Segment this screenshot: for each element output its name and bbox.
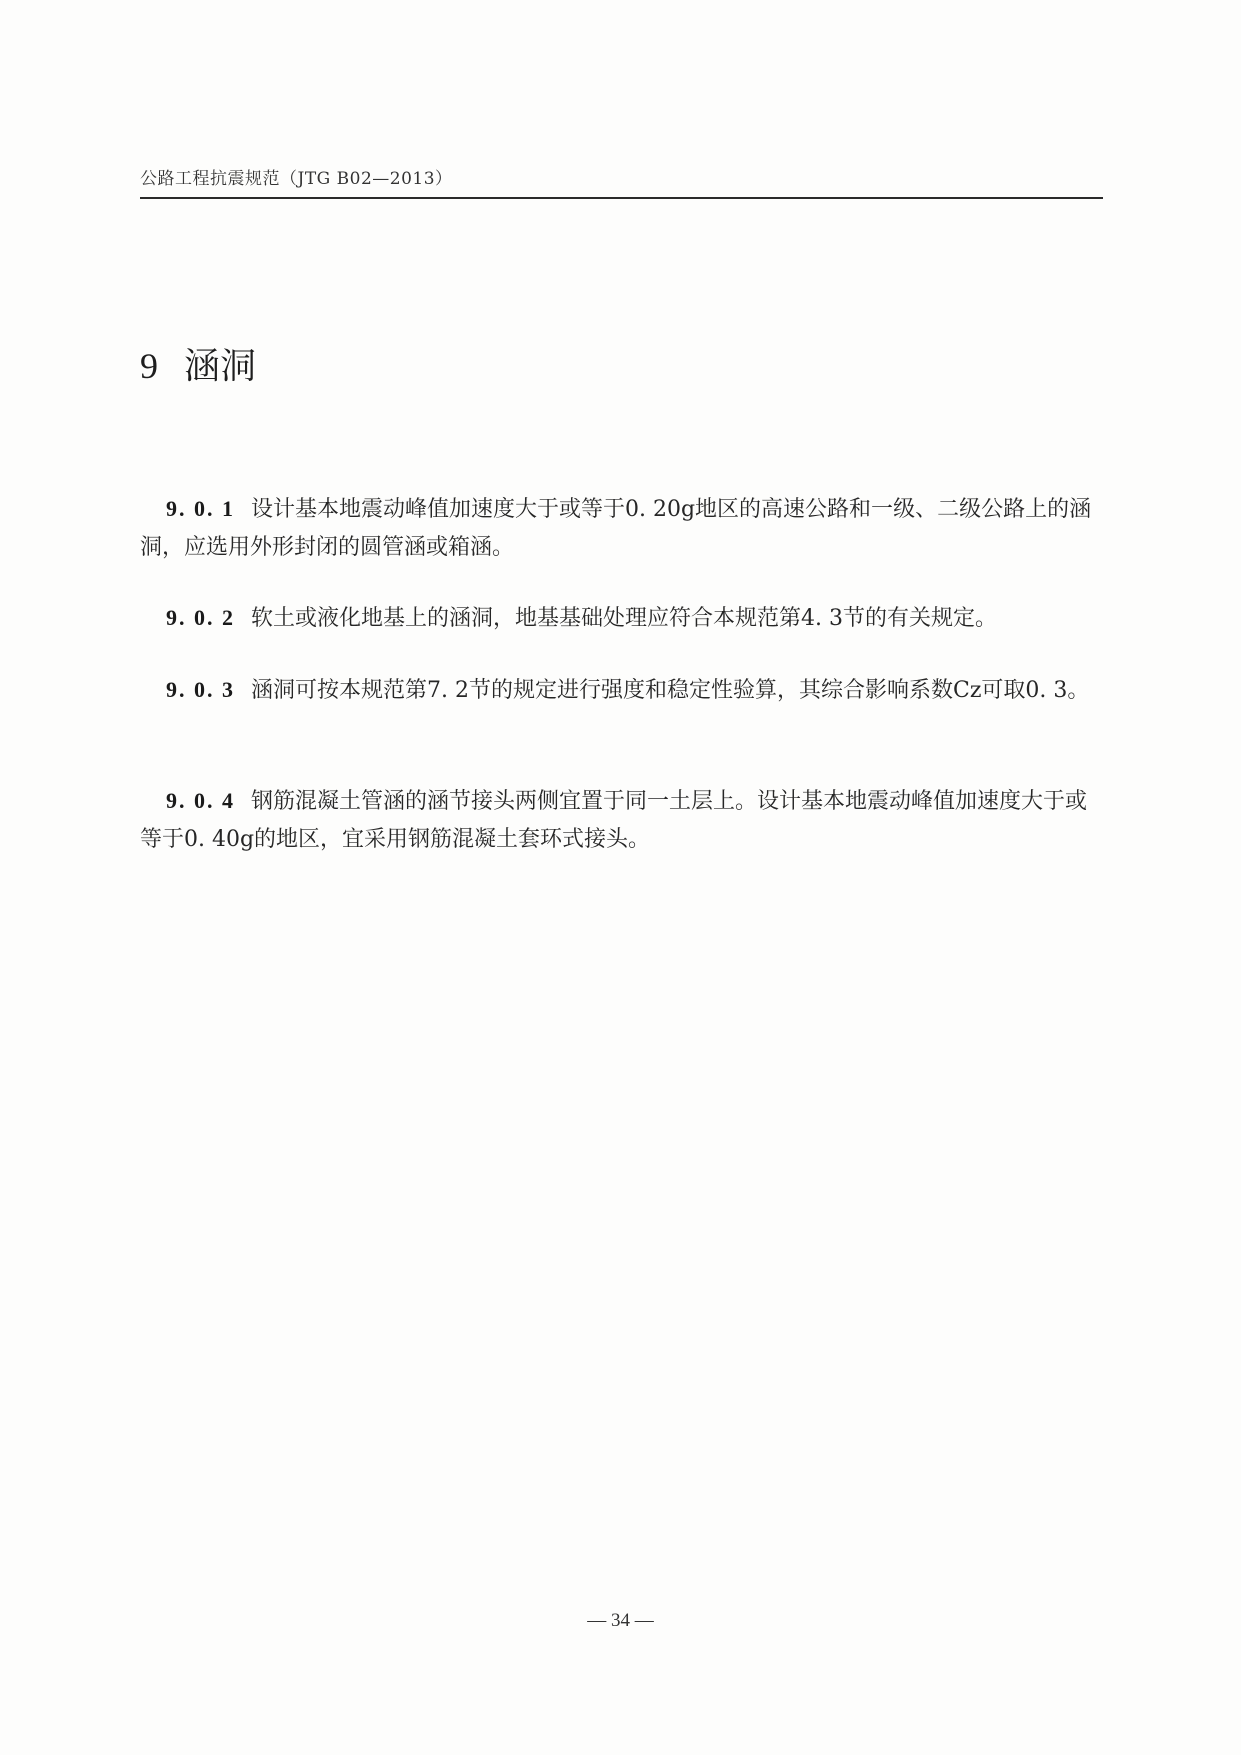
chapter-number: 9 (140, 346, 158, 386)
clause-9-0-4 (140, 782, 1100, 859)
clause-number: 9. 0. 2 (166, 605, 235, 630)
clause-number: 9. 0. 1 (166, 496, 235, 521)
clause-number: 9. 0. 3 (166, 677, 235, 702)
clause-9-0-1 (140, 490, 1100, 567)
clause-text: 钢筋混凝土管涵的涵节接头两侧宜置于同一土层上。设计基本地震动峰值加速度大于或等于0. 40g的地区，宜采用钢筋混凝土套环式接头。 (140, 789, 1088, 852)
page-number: — 34 — (587, 1610, 654, 1631)
header-divider (140, 197, 1103, 199)
running-header: 公路工程抗震规范（JTG B02—2013） (140, 169, 453, 189)
chapter-heading (140, 338, 256, 389)
clause-number: 9. 0. 4 (166, 788, 235, 813)
clause-9-0-3 (140, 671, 1100, 710)
clause-text: 设计基本地震动峰值加速度大于或等于0. 20g地区的高速公路和一级、二级公路上的涵洞，应选用外形封闭的圆管涵或箱涵。 (140, 497, 1092, 560)
clause-9-0-2 (140, 599, 1100, 638)
chapter-title: 涵洞 (184, 346, 257, 387)
clause-text: 涵洞可按本规范第7. 2节的规定进行强度和稳定性验算，其综合影响系数Cz可取0. 3。 (251, 678, 1090, 703)
clause-text: 软土或液化地基上的涵洞，地基基础处理应符合本规范第4. 3节的有关规定。 (251, 606, 997, 631)
